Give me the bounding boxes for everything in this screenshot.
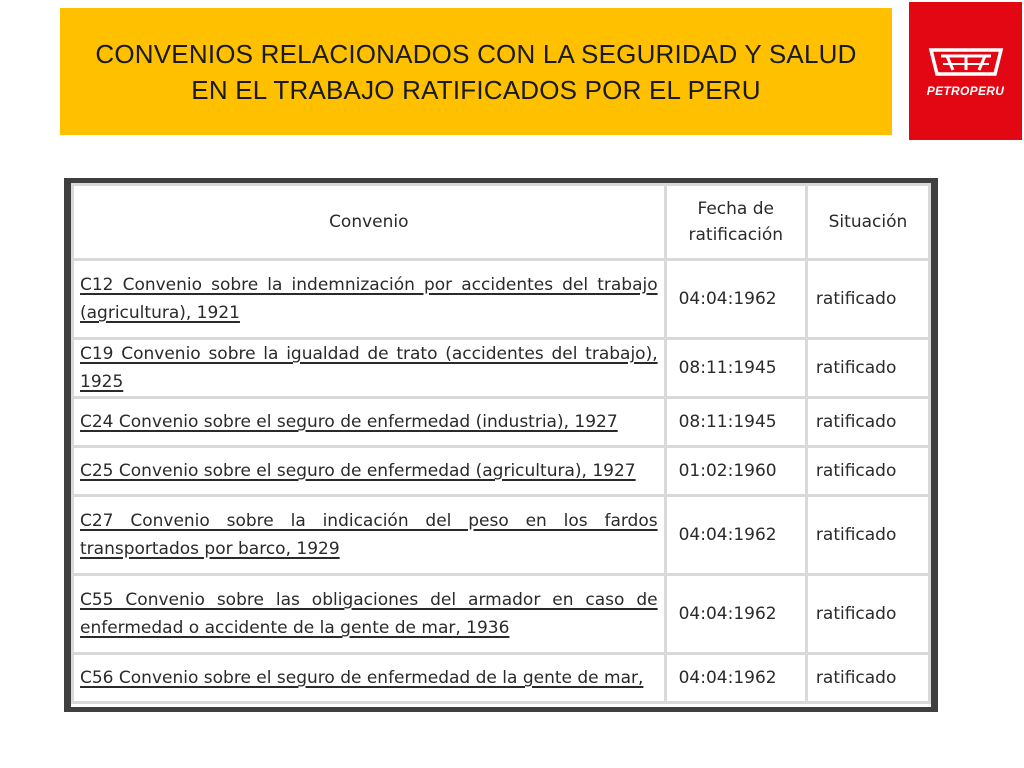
fecha-cell: 04:04:1962 [667,497,805,573]
petroperu-emblem-icon [927,44,1005,80]
convenio-cell[interactable] [74,399,664,445]
situacion-cell: ratificado [808,497,928,573]
situacion-cell: ratificado [808,261,928,337]
convenios-table [71,183,931,704]
situacion-cell: ratificado [808,655,928,701]
slide-title: CONVENIOS RELACIONADOS CON LA SEGURIDAD Y SALUD EN EL TRABAJO RATIFICADOS POR EL PERU [95,38,857,105]
convenios-table-frame [64,178,938,712]
fecha-cell: 04:04:1962 [667,261,805,337]
convenio-link[interactable]: C56 Convenio sobre el seguro de enfermedad de la gente de mar, [80,668,644,688]
table-row [74,448,928,494]
petroperu-logo [909,2,1022,140]
convenio-cell[interactable] [74,261,664,337]
table-header-row [74,186,928,258]
table-row [74,655,928,701]
header-convenio: Convenio [74,186,664,258]
table-row [74,576,928,652]
convenio-cell[interactable] [74,497,664,573]
table-row [74,497,928,573]
convenio-link[interactable]: C25 Convenio sobre el seguro de enfermedad (agricultura), 1927 [80,461,636,481]
table-row [74,340,928,396]
situacion-cell: ratificado [808,399,928,445]
convenio-cell[interactable] [74,448,664,494]
fecha-cell: 04:04:1962 [667,655,805,701]
fecha-cell: 08:11:1945 [667,399,805,445]
convenio-cell[interactable] [74,655,664,701]
situacion-cell: ratificado [808,340,928,396]
logo-wordmark: PETROPERU [926,84,1005,98]
convenio-cell[interactable] [74,340,664,396]
fecha-cell: 01:02:1960 [667,448,805,494]
fecha-cell: 04:04:1962 [667,576,805,652]
table-row [74,399,928,445]
situacion-cell: ratificado [808,576,928,652]
situacion-cell: ratificado [808,448,928,494]
table-row [74,261,928,337]
convenio-link[interactable]: C24 Convenio sobre el seguro de enfermedad (industria), 1927 [80,412,618,432]
convenio-link[interactable]: C27 Convenio sobre la indicación del peso en los fardos transportados por barco, 1929 [80,511,658,559]
convenio-link[interactable]: C19 Convenio sobre la igualdad de trato (accidentes del trabajo), 1925 [80,344,658,392]
convenio-link[interactable]: C55 Convenio sobre las obligaciones del armador en caso de enfermedad o accidente de la gente de mar, 1936 [80,590,658,638]
title-banner [60,8,892,135]
convenio-cell[interactable] [74,576,664,652]
header-fecha: Fecha de ratificación [667,186,805,258]
fecha-cell: 08:11:1945 [667,340,805,396]
header-situacion: Situación [808,186,928,258]
convenio-link[interactable]: C12 Convenio sobre la indemnización por accidentes del trabajo (agricultura), 1921 [80,275,658,323]
